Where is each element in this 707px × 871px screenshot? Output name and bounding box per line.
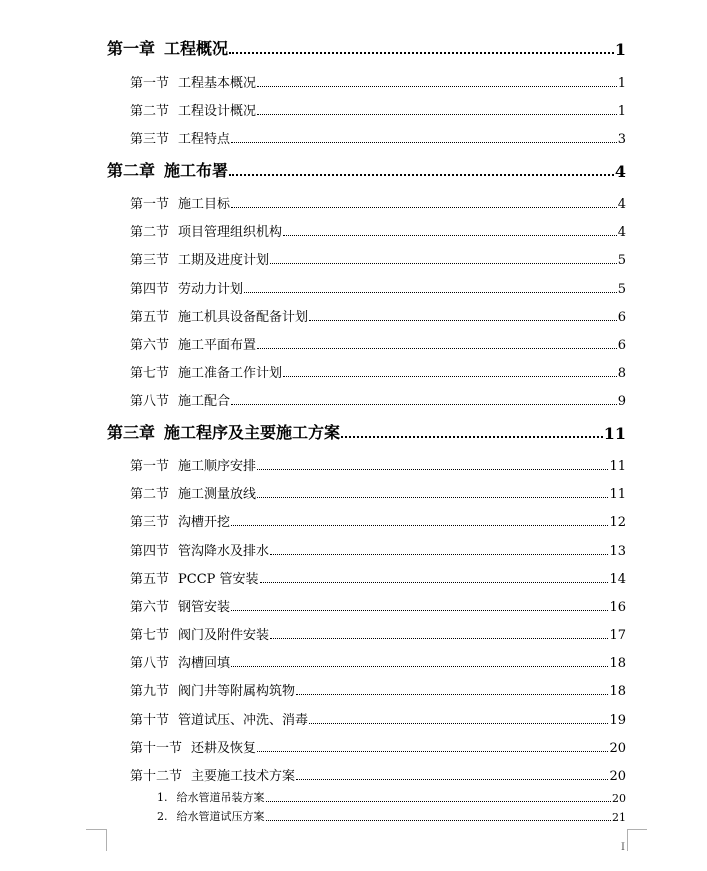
toc-leader-dots [231, 525, 608, 526]
toc-leader-dots [341, 436, 603, 438]
toc-entry-label [157, 789, 265, 805]
toc-entry-chapter[interactable] [107, 159, 626, 181]
toc-entry-section[interactable] [130, 101, 626, 119]
toc-entry-label [130, 249, 269, 268]
toc-entry-label [130, 390, 230, 409]
toc-entry-section[interactable] [130, 194, 626, 212]
toc-entry-section[interactable] [130, 681, 626, 699]
toc-entry-number: 第七节 [130, 628, 170, 643]
toc-entry-label [130, 709, 308, 728]
toc-leader-dots [231, 610, 608, 611]
toc-entry-label [107, 420, 340, 443]
toc-entry-number: 第二章 [107, 161, 156, 180]
toc-entry-label [130, 221, 282, 240]
toc-leader-dots [244, 292, 617, 293]
toc-entry-title: 阀门及附件安装 [178, 628, 270, 643]
toc-leader-dots [257, 497, 608, 498]
toc-entry-number: 第五节 [130, 310, 170, 325]
toc-page-number: 6 [617, 310, 626, 325]
toc-leader-dots [309, 723, 608, 724]
toc-leader-dots [231, 207, 617, 208]
toc-entry-title: 工期及进度计划 [178, 253, 270, 268]
toc-entry-chapter[interactable] [107, 421, 626, 443]
toc-entry-section[interactable] [130, 512, 626, 530]
toc-entry-title: 施工配合 [178, 394, 231, 409]
toc-page-number: 4 [617, 197, 626, 212]
toc-page-number: 4 [614, 162, 626, 181]
toc-leader-dots [296, 694, 608, 695]
toc-leader-dots [266, 820, 612, 821]
toc-page-number: 6 [617, 338, 626, 353]
toc-leader-dots [231, 142, 617, 143]
toc-entry-title: 给水管道试压方案 [176, 810, 265, 823]
toc-entry-number: 第三章 [107, 423, 156, 442]
toc-entry-label [130, 455, 256, 474]
toc-entry-label [130, 128, 230, 147]
toc-page-number: 13 [609, 544, 626, 559]
toc-leader-dots [266, 801, 612, 802]
toc-entry-number: 第二节 [130, 104, 170, 119]
toc-leader-dots [260, 582, 609, 583]
toc-entry-number: 第一节 [130, 459, 170, 474]
toc-page-number: 9 [617, 394, 626, 409]
toc-entry-label [107, 158, 228, 181]
toc-page-number: 20 [609, 769, 626, 784]
toc-leader-dots [283, 376, 617, 377]
toc-entry-label [130, 483, 256, 502]
toc-entry-title: PCCP 管安装 [178, 572, 259, 587]
toc-leader-dots [270, 263, 617, 264]
toc-entry-label [130, 624, 269, 643]
toc-page-number: 14 [609, 572, 626, 587]
toc-entry-number: 第二节 [130, 225, 170, 240]
toc-entry-section[interactable] [130, 541, 626, 559]
toc-entry-sub[interactable] [157, 790, 626, 805]
toc-page-number: 18 [609, 684, 626, 699]
toc-entry-title: 施工程序及主要施工方案 [164, 423, 341, 442]
toc-entry-title: 管沟降水及排水 [178, 544, 270, 559]
toc-page-number: 17 [609, 628, 626, 643]
toc-page-number: 5 [617, 282, 626, 297]
toc-leader-dots [283, 235, 617, 236]
toc-entry-section[interactable] [130, 653, 626, 671]
toc-entry-title: 施工顺序安排 [178, 459, 257, 474]
toc-page-number: 5 [617, 253, 626, 268]
toc-entry-chapter[interactable] [107, 37, 626, 59]
toc-entry-title: 施工目标 [178, 197, 231, 212]
toc-entry-section[interactable] [130, 307, 626, 325]
toc-entry-label [130, 596, 230, 615]
toc-page-number: 1 [617, 104, 626, 119]
toc-entry-label [130, 72, 256, 91]
toc-entry-title: 给水管道吊装方案 [176, 791, 265, 804]
toc-page-number: 19 [609, 713, 626, 728]
toc-page-number: 16 [609, 600, 626, 615]
toc-entry-number: 第一节 [130, 197, 170, 212]
toc-page-number: 21 [612, 811, 626, 824]
toc-entry-number: 2. [157, 810, 168, 823]
toc-page-number: 11 [603, 424, 626, 443]
toc-entry-section[interactable] [130, 250, 626, 268]
toc-entry-title: 工程概况 [164, 39, 229, 58]
toc-entry-number: 第三节 [130, 515, 170, 530]
toc-entry-section[interactable] [130, 279, 626, 297]
toc-entry-section[interactable] [130, 710, 626, 728]
toc-entry-label [130, 334, 256, 353]
toc-entry-label [130, 511, 230, 530]
toc-entry-number: 第十一节 [130, 741, 183, 756]
toc-leader-dots [296, 779, 608, 780]
toc-leader-dots [231, 666, 608, 667]
toc-entry-title: 劳动力计划 [178, 282, 244, 297]
toc-entry-label [130, 568, 259, 587]
toc-entry-title: 施工平面布置 [178, 338, 257, 353]
toc-page-number: 18 [609, 656, 626, 671]
toc-page-number: 4 [617, 225, 626, 240]
toc-entry-number: 1. [157, 791, 168, 804]
toc-entry-section[interactable] [130, 569, 626, 587]
toc-entry-label [107, 36, 228, 59]
toc-leader-dots [270, 554, 608, 555]
toc-entry-label [130, 278, 243, 297]
toc-page-number: 3 [617, 132, 626, 147]
toc-entry-title: 施工测量放线 [178, 487, 257, 502]
toc-entry-number: 第六节 [130, 338, 170, 353]
toc-entry-number: 第二节 [130, 487, 170, 502]
toc-entry-label [130, 362, 282, 381]
toc-entry-label [130, 737, 256, 756]
toc-entry-number: 第三节 [130, 132, 170, 147]
toc-entry-label [130, 540, 269, 559]
toc-leader-dots [229, 52, 614, 54]
toc-entry-number: 第一章 [107, 39, 156, 58]
toc-leader-dots [309, 320, 617, 321]
toc-entry-label [130, 652, 230, 671]
toc-entry-number: 第十二节 [130, 769, 183, 784]
margin-mark-right-vertical [627, 829, 628, 851]
toc-entry-title: 工程特点 [178, 132, 231, 147]
toc-entry-title: 施工机具设备配备计划 [178, 310, 309, 325]
toc-entry-section[interactable] [130, 484, 626, 502]
toc-entry-section[interactable] [130, 363, 626, 381]
toc-entry-title: 工程基本概况 [178, 76, 257, 91]
toc-leader-dots [257, 469, 608, 470]
toc-entry-title: 管道试压、冲洗、消毒 [178, 713, 309, 728]
toc-entry-title: 钢管安装 [178, 600, 231, 615]
margin-mark-left-vertical [106, 829, 107, 851]
toc-entry-number: 第七节 [130, 366, 170, 381]
toc-entry-section[interactable] [130, 129, 626, 147]
toc-entry-title: 主要施工技术方案 [191, 769, 296, 784]
toc-entry-label [130, 193, 230, 212]
margin-mark-left [86, 829, 106, 830]
toc-page-number: 11 [609, 459, 626, 474]
toc-leader-dots [257, 751, 608, 752]
toc-leader-dots [257, 86, 617, 87]
toc-entry-number: 第六节 [130, 600, 170, 615]
toc-entry-label [130, 306, 308, 325]
toc-entry-number: 第十节 [130, 713, 170, 728]
toc-entry-section[interactable] [130, 766, 626, 784]
toc-entry-section[interactable] [130, 391, 626, 409]
toc-entry-section[interactable] [130, 597, 626, 615]
toc-entry-section[interactable] [130, 222, 626, 240]
toc-entry-title: 项目管理组织机构 [178, 225, 283, 240]
toc-entry-title: 施工布署 [164, 161, 229, 180]
toc-entry-number: 第八节 [130, 656, 170, 671]
toc-page-number: 8 [617, 366, 626, 381]
toc-entry-title: 工程设计概况 [178, 104, 257, 119]
toc-page-number: 20 [612, 792, 626, 805]
toc-entry-title: 沟槽开挖 [178, 515, 231, 530]
toc-entry-sub[interactable] [157, 809, 626, 824]
toc-leader-dots [229, 174, 614, 176]
toc-entry-title: 还耕及恢复 [191, 741, 257, 756]
toc-entry-number: 第四节 [130, 282, 170, 297]
toc-entry-number: 第五节 [130, 572, 170, 587]
toc-entry-label [130, 100, 256, 119]
toc-leader-dots [231, 404, 617, 405]
toc-page-number: 20 [609, 741, 626, 756]
toc-page-number: 11 [609, 487, 626, 502]
toc-leader-dots [270, 638, 608, 639]
toc-entry-number: 第四节 [130, 544, 170, 559]
toc-entry-label [130, 680, 295, 699]
toc-page-number: 12 [609, 515, 626, 530]
toc-entry-label [130, 765, 295, 784]
toc-entry-section[interactable] [130, 456, 626, 474]
toc-entry-number: 第一节 [130, 76, 170, 91]
toc-entry-section[interactable] [130, 625, 626, 643]
toc-page-number: 1 [614, 40, 626, 59]
toc-entry-section[interactable] [130, 335, 626, 353]
toc-entry-section[interactable] [130, 738, 626, 756]
toc-entry-number: 第八节 [130, 394, 170, 409]
toc-entry-section[interactable] [130, 73, 626, 91]
toc-entry-title: 施工准备工作计划 [178, 366, 283, 381]
margin-mark-right [627, 829, 647, 830]
toc-entry-title: 沟槽回填 [178, 656, 231, 671]
toc-page-number: 1 [617, 76, 626, 91]
toc-entry-title: 阀门井等附属构筑物 [178, 684, 296, 699]
toc-entry-number: 第三节 [130, 253, 170, 268]
toc-entry-label [157, 808, 265, 824]
toc-entry-number: 第九节 [130, 684, 170, 699]
toc-leader-dots [257, 348, 617, 349]
page-number: I [621, 842, 625, 853]
toc-leader-dots [257, 114, 617, 115]
